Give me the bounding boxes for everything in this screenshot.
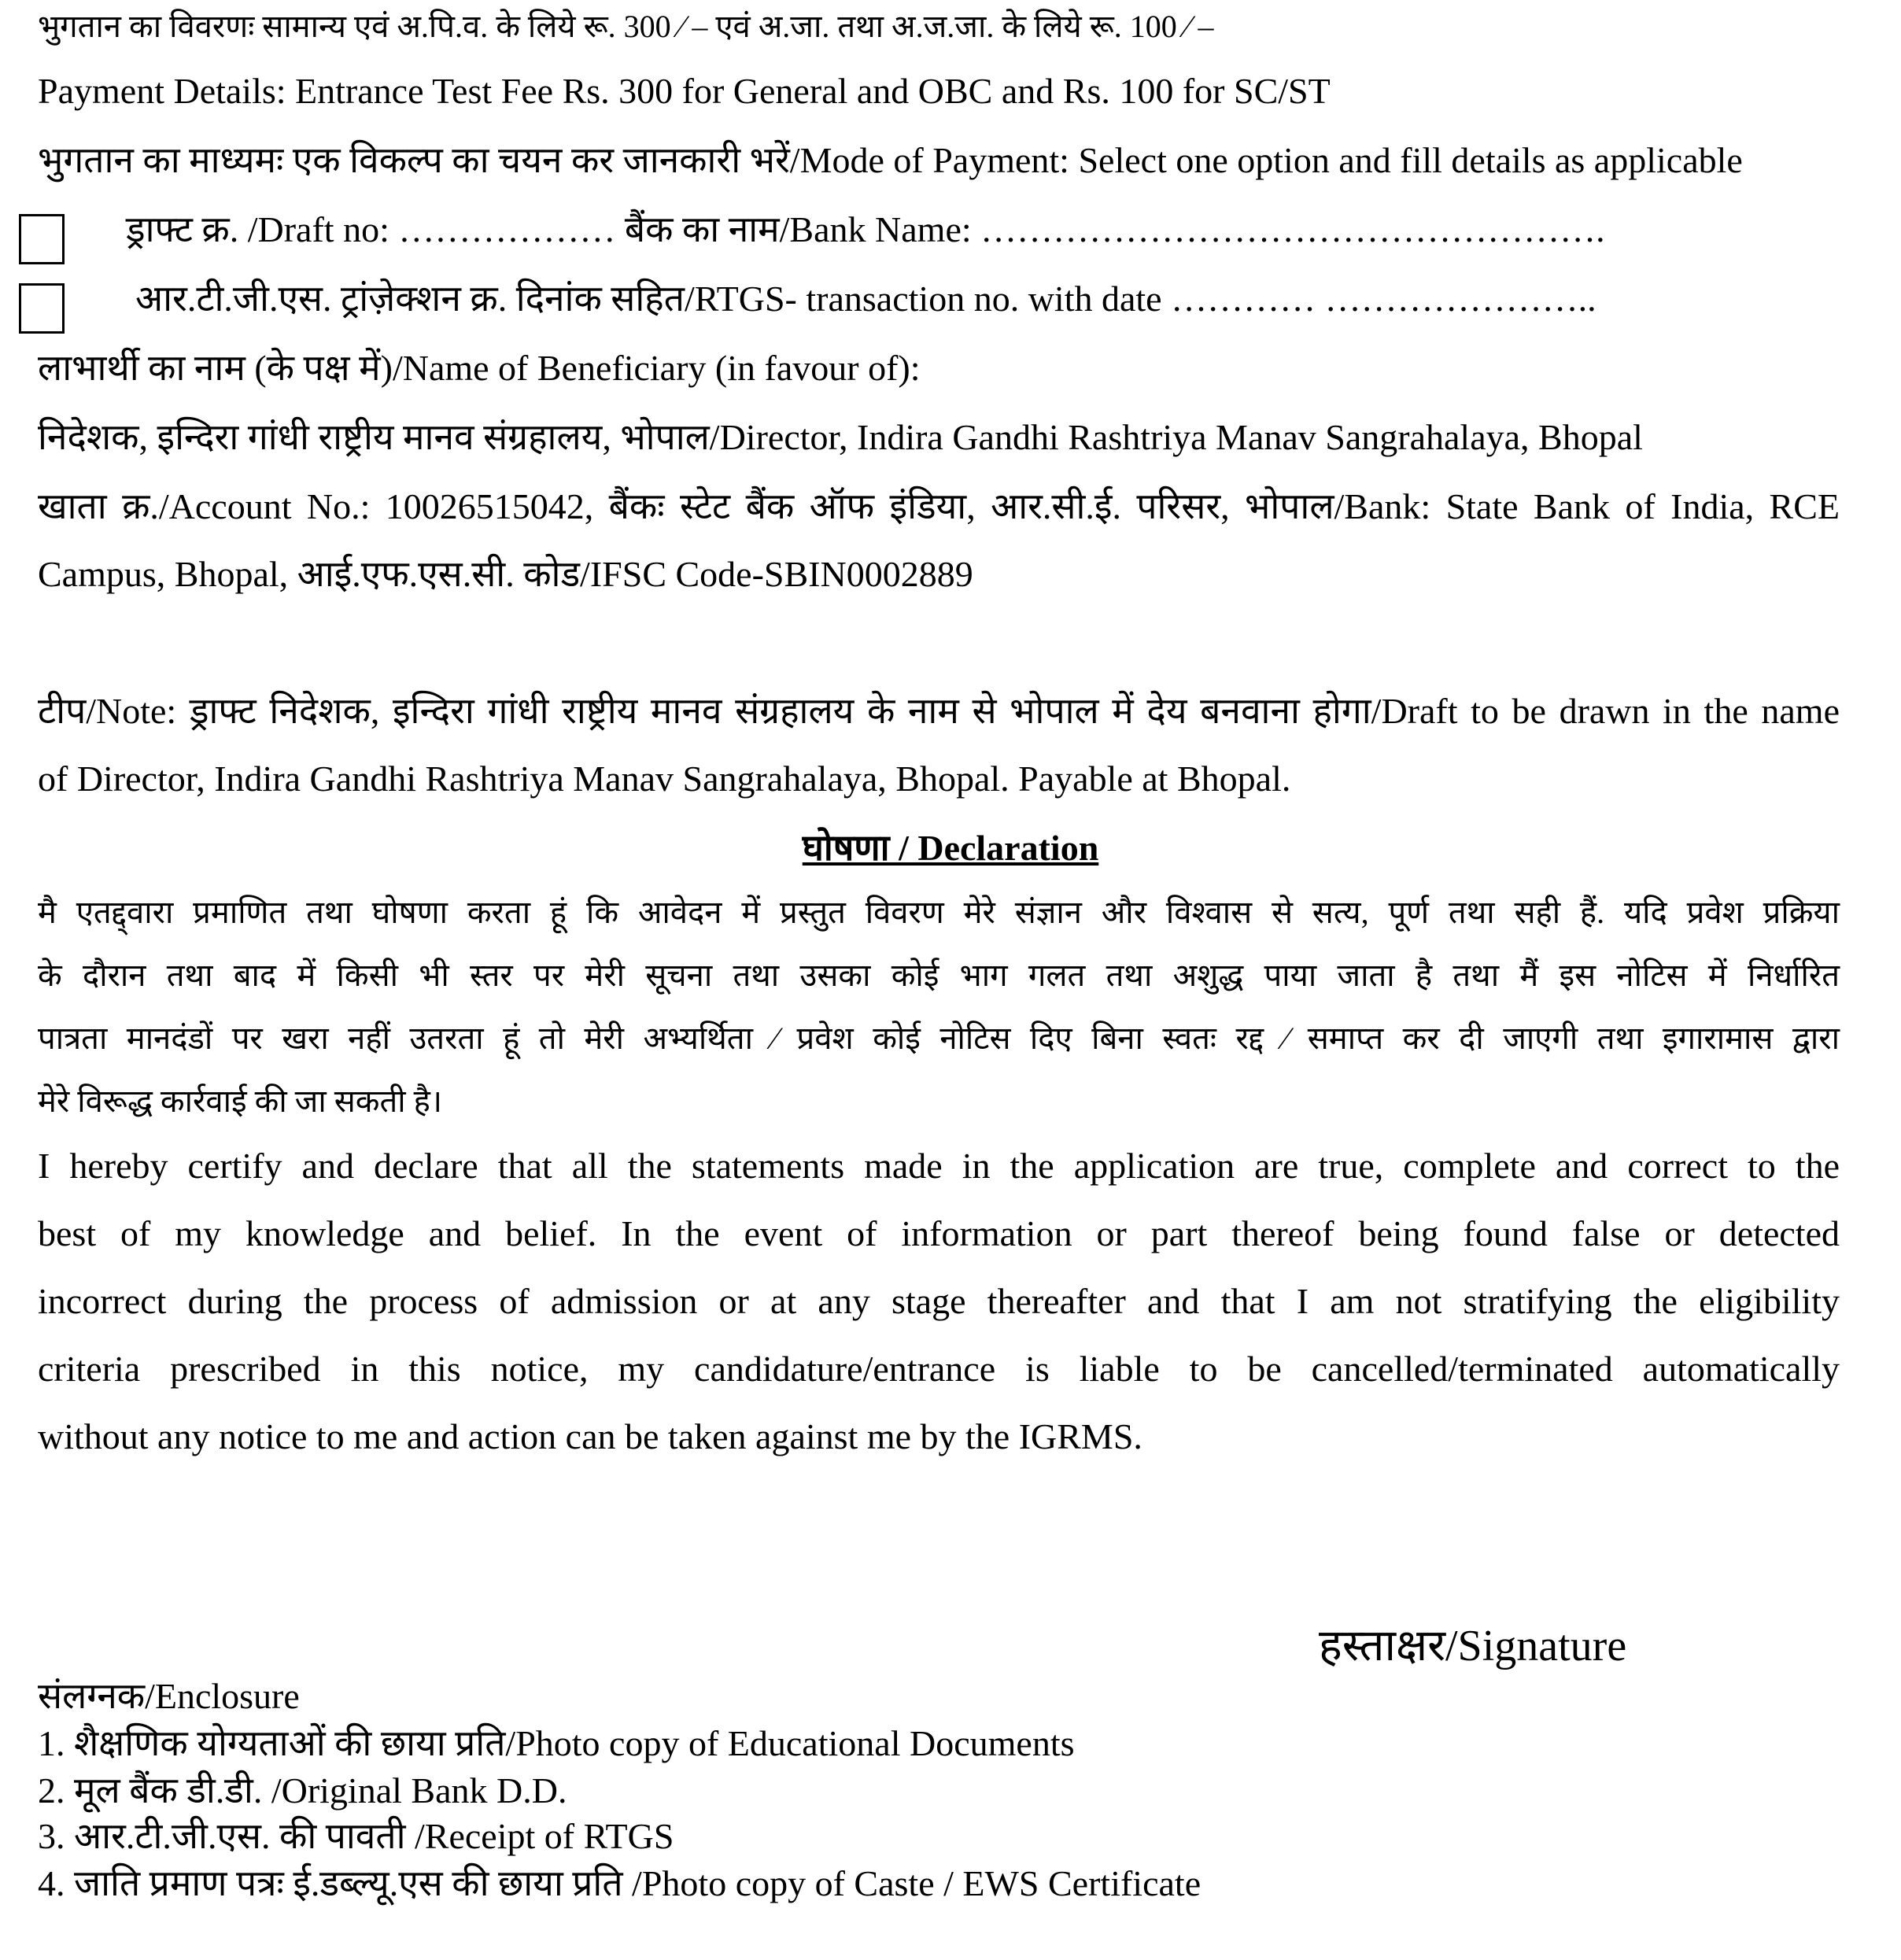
enclosure-item: 2. मूल बैंक डी.डी. /Original Bank D.D.: [38, 1770, 567, 1811]
draft-checkbox[interactable]: [19, 214, 65, 264]
rtgs-option-label: आर.टी.जी.एस. ट्रांज़ेक्शन क्र. दिनांक सहित/RTGS- transaction no. with date ………… …………………..: [135, 279, 1596, 319]
rtgs-checkbox[interactable]: [19, 283, 65, 334]
declaration-hindi-line: मै एतद्द्वारा प्रमाणित तथा घोषणा करता हूं कि आवेदन में प्रस्तुत विवरण मेरे संज्ञान और विश्वास से सत्य, पूर्ण तथा सही हैं. यदि प्रवेश प्रक्रिया: [38, 895, 1840, 930]
declaration-hindi-line: मेरे विरूद्ध कार्रवाई की जा सकती है।: [38, 1083, 443, 1119]
signature-label: हस्ताक्षर/Signature: [1319, 1622, 1627, 1670]
note-text: टीप/Note: ड्राफ्ट निदेशक, इन्दिरा गांधी राष्ट्रीय मानव संग्रहालय के नाम से भोपाल में देय बनवाना होगा/Draft to be drawn in the name: [38, 691, 1840, 731]
enclosure-item: 1. शैक्षणिक योग्यताओं की छाया प्रति/Photo copy of Educational Documents: [38, 1723, 1075, 1763]
account-details-continued: Campus, Bhopal, आई.एफ.एस.सी. कोड/IFSC Code-SBIN0002889: [38, 554, 973, 594]
declaration-hindi-line: पात्रता मानदंडों पर खरा नहीं उतरता हूं तो मेरी अभ्यर्थिता ⁄ प्रवेश कोई नोटिस दिए बिना स्वतः रद्द ⁄ समाप्त कर दी जाएगी तथा इगारामास द्वारा: [38, 1021, 1840, 1056]
enclosure-heading: संलग्नक/Enclosure: [38, 1676, 300, 1716]
beneficiary-label: लाभार्थी का नाम (के पक्ष में)/Name of Beneficiary (in favour of):: [38, 348, 921, 388]
declaration-english-line: criteria prescribed in this notice, my candidature/entrance is liable to be cancelled/terminated automatically: [38, 1349, 1840, 1389]
declaration-english-line: without any notice to me and action can be taken against me by the IGRMS.: [38, 1416, 1142, 1456]
enclosure-item: 4. जाति प्रमाण पत्रः ई.डब्ल्यू.एस की छाया प्रति /Photo copy of Caste / EWS Certificate: [38, 1863, 1202, 1903]
enclosure-item: 3. आर.टी.जी.एस. की पावती /Receipt of RTGS: [38, 1816, 674, 1856]
note-text-continued: of Director, Indira Gandhi Rashtriya Manav Sangrahalaya, Bhopal. Payable at Bhopal.: [38, 759, 1291, 799]
payment-fee-hindi: भुगतान का विवरणः सामान्य एवं अ.पि.व. के लिये रू. 300 ⁄ – एवं अ.जा. तथा अ.ज.जा. के लिये रू. 100 ⁄ –: [38, 9, 1214, 44]
payment-fee-english: Payment Details: Entrance Test Fee Rs. 300 for General and OBC and Rs. 100 for SC/ST: [38, 71, 1331, 111]
declaration-english-line: best of my knowledge and belief. In the event of information or part thereof being found false or detected: [38, 1213, 1840, 1253]
declaration-hindi-line: के दौरान तथा बाद में किसी भी स्तर पर मेरी सूचना तथा उसका कोई भाग गलत तथा अशुद्ध पाया जाता है तथा मैं इस नोटिस में निर्धारित: [38, 958, 1840, 993]
declaration-english-line: I hereby certify and declare that all the statements made in the application are true, complete and correct to the: [38, 1146, 1840, 1186]
declaration-english-line: incorrect during the process of admission or at any stage thereafter and that I am not stratifying the eligibility: [38, 1281, 1840, 1321]
declaration-heading: घोषणा / Declaration: [802, 828, 1099, 868]
draft-option-label: ड्राफ्ट क्र. /Draft no: ……………… बैंक का नाम/Bank Name: …………………………………………….: [126, 209, 1605, 249]
account-details: खाता क्र./Account No.: 10026515042, बैंकः स्टेट बैंक ऑफ इंडिया, आर.सी.ई. परिसर, भोपाल/Bank: State Bank of India, RCE: [38, 486, 1840, 526]
beneficiary-name: निदेशक, इन्दिरा गांधी राष्ट्रीय मानव संग्रहालय, भोपाल/Director, Indira Gandhi Rashtriya Manav Sangrahalaya, Bhopal: [38, 417, 1643, 457]
payment-mode: भुगतान का माध्यमः एक विकल्प का चयन कर जानकारी भरें/Mode of Payment: Select one option and fill details as applicable: [38, 140, 1743, 180]
